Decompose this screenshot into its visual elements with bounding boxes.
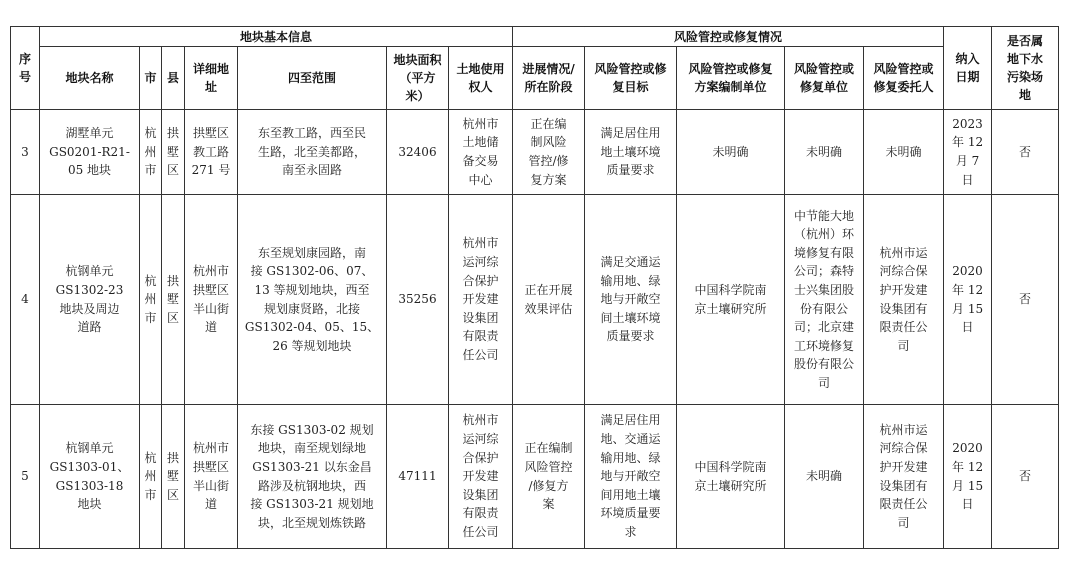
cell-name: 杭钢单元 GS1303-01、 GS1303-18 地块 [40,405,140,549]
cell-repair-unit: 未明确 [785,110,864,195]
header-client: 风险管控或 修复委托人 [864,47,944,110]
cell-city: 杭 州 市 [140,405,162,549]
header-owner: 土地使用 权人 [449,47,513,110]
cell-city: 杭 州 市 [140,195,162,405]
cell-progress: 正在编 制风险 管控/修 复方案 [513,110,585,195]
contaminated-site-table [10,26,1059,549]
cell-groundwater: 否 [992,195,1059,405]
header-seq: 序 号 [11,27,40,110]
cell-owner: 杭州市 土地储 备交易 中心 [449,110,513,195]
cell-owner: 杭州市 运河综 合保护 开发建 设集团 有限责 任公司 [449,195,513,405]
table-row [11,195,1059,405]
cell-client: 杭州市运 河综合保 护开发建 设集团有 限责任公 司 [864,195,944,405]
cell-address: 杭州市 拱墅区 半山街 道 [185,195,238,405]
header-county: 县 [162,47,185,110]
cell-progress: 正在编制 风险管控 /修复方 案 [513,405,585,549]
cell-groundwater: 否 [992,405,1059,549]
header-plan-unit: 风险管控或修复 方案编制单位 [677,47,785,110]
header-group-basic-info: 地块基本信息 [40,27,513,47]
cell-target: 满足居住用 地土壤环境 质量要求 [585,110,677,195]
cell-scope: 东至教工路，西至民 生路，北至美都路， 南至永固路 [238,110,387,195]
cell-area: 47111 [387,405,449,549]
cell-address: 拱墅区 教工路 271 号 [185,110,238,195]
cell-date: 2023 年 12 月 7 日 [944,110,992,195]
header-target: 风险管控或修 复目标 [585,47,677,110]
cell-owner: 杭州市 运河综 合保护 开发建 设集团 有限责 任公司 [449,405,513,549]
cell-target: 满足居住用 地、交通运 输用地、绿 地与开敞空 间用地土壤 环境质量要 求 [585,405,677,549]
cell-name: 杭钢单元 GS1302-23 地块及周边 道路 [40,195,140,405]
cell-repair-unit: 中节能大地 （杭州）环 境修复有限 公司；森特 士兴集团股 份有限公 司；北京建 工环境修复 股份有限公 司 [785,195,864,405]
cell-seq: 3 [11,110,40,195]
cell-progress: 正在开展 效果评估 [513,195,585,405]
header-group-risk-control: 风险管控或修复情况 [513,27,944,47]
cell-date: 2020 年 12 月 15 日 [944,195,992,405]
cell-area: 32406 [387,110,449,195]
cell-county: 拱 墅 区 [162,195,185,405]
cell-county: 拱 墅 区 [162,405,185,549]
cell-client: 未明确 [864,110,944,195]
cell-plan-unit: 中国科学院南 京土壤研究所 [677,195,785,405]
cell-date: 2020 年 12 月 15 日 [944,405,992,549]
cell-seq: 5 [11,405,40,549]
cell-target: 满足交通运 输用地、绿 地与开敞空 间土壤环境 质量要求 [585,195,677,405]
table-row [11,405,1059,549]
header-column-row [11,47,1059,110]
header-name: 地块名称 [40,47,140,110]
header-scope: 四至范围 [238,47,387,110]
cell-scope: 东至规划康园路，南 接 GS1302-06、07、 13 等规划地块，西至 规划康贤路，北接 GS1302-04、05、15、 26 等规划地块 [238,195,387,405]
cell-name: 湖墅单元 GS0201-R21- 05 地块 [40,110,140,195]
cell-city: 杭 州 市 [140,110,162,195]
cell-county: 拱 墅 区 [162,110,185,195]
cell-plan-unit: 未明确 [677,110,785,195]
cell-address: 杭州市 拱墅区 半山街 道 [185,405,238,549]
cell-groundwater: 否 [992,110,1059,195]
header-address: 详细地 址 [185,47,238,110]
header-area: 地块面积 （平方 米） [387,47,449,110]
table-row [11,110,1059,195]
cell-seq: 4 [11,195,40,405]
header-groundwater: 是否属 地下水 污染场 地 [992,27,1059,110]
header-group-row [11,27,1059,47]
cell-client: 杭州市运 河综合保 护开发建 设集团有 限责任公 司 [864,405,944,549]
header-date: 纳入 日期 [944,27,992,110]
cell-repair-unit: 未明确 [785,405,864,549]
cell-plan-unit: 中国科学院南 京土壤研究所 [677,405,785,549]
header-repair-unit: 风险管控或 修复单位 [785,47,864,110]
header-city: 市 [140,47,162,110]
header-progress: 进展情况/ 所在阶段 [513,47,585,110]
cell-area: 35256 [387,195,449,405]
cell-scope: 东接 GS1303-02 规划 地块，南至规划绿地 GS1303-21 以东金昌 路涉及杭钢地块，西 接 GS1303-21 规划地 块，北至规划炼铁路 [238,405,387,549]
